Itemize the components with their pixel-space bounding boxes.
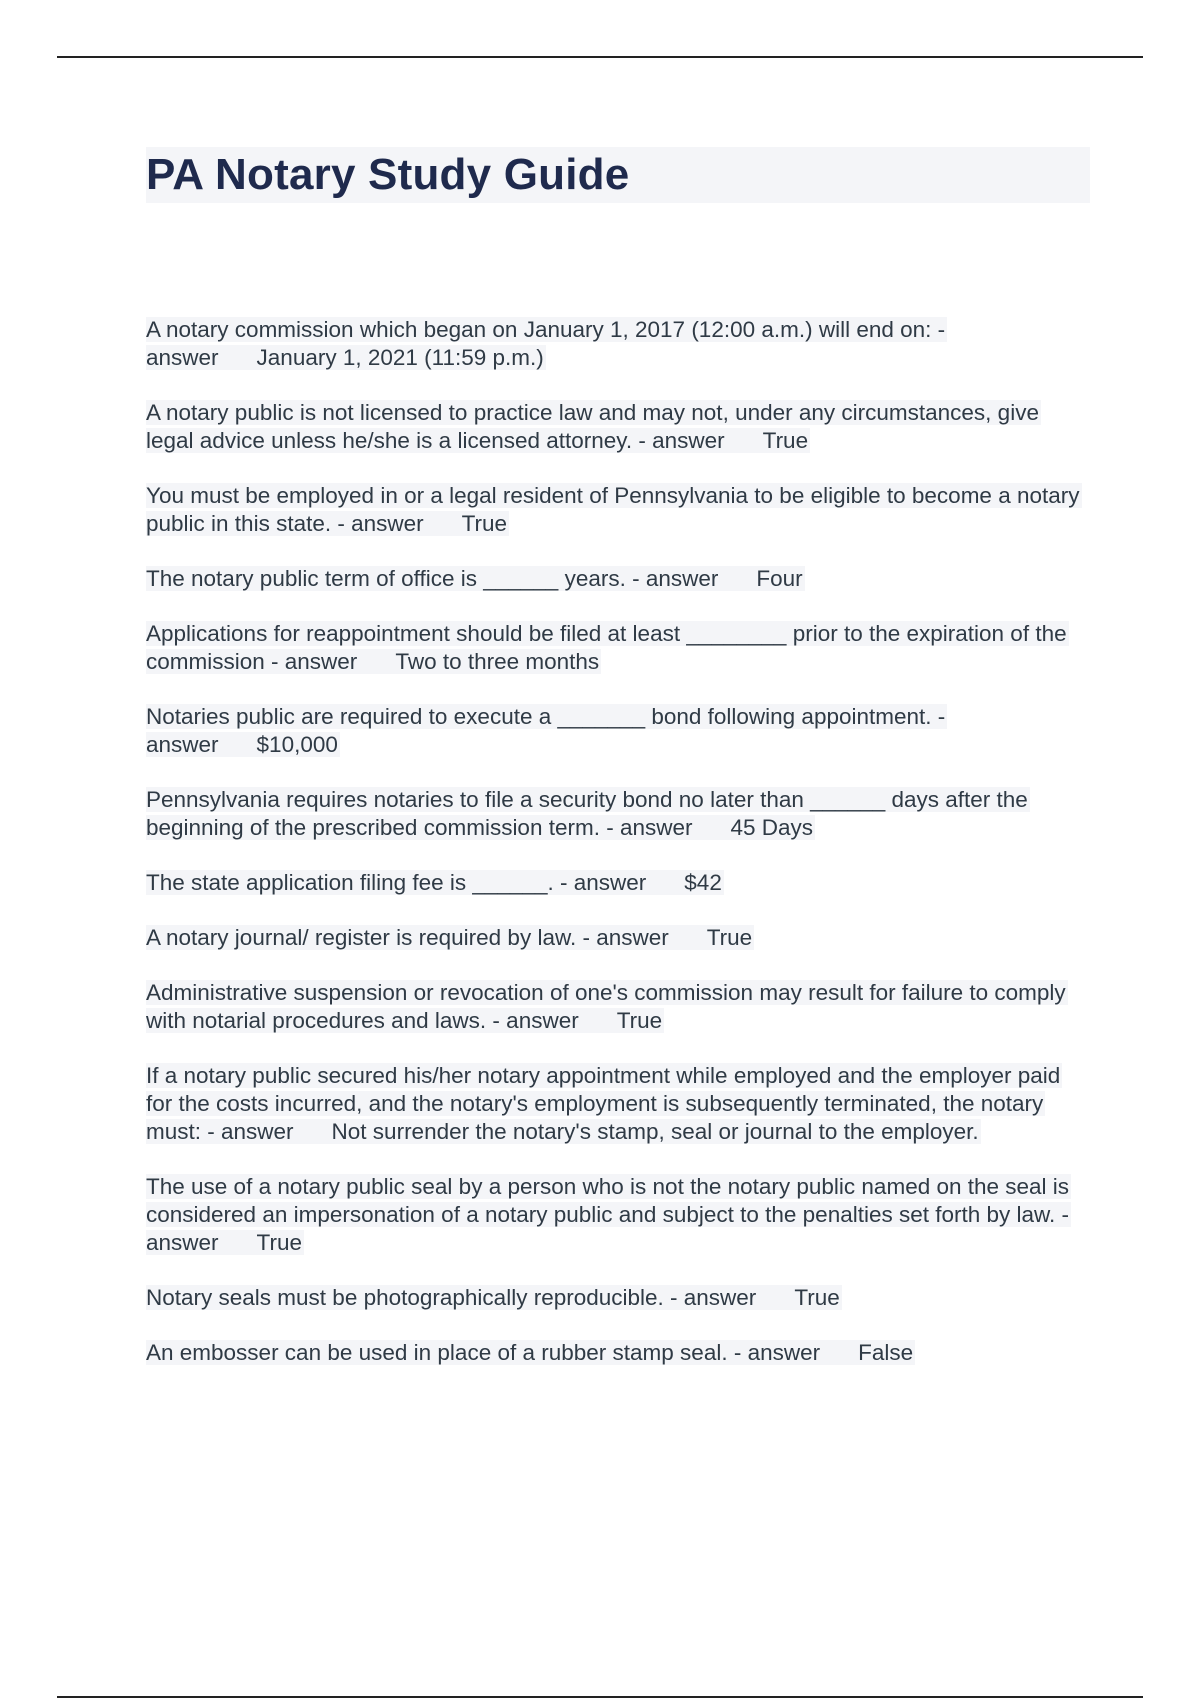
answer-text: Two to three months	[395, 649, 600, 674]
answer-text: $10,000	[256, 732, 338, 757]
qa-item-3	[146, 482, 1090, 538]
title-band	[146, 147, 1090, 203]
answer-text: True	[706, 925, 753, 950]
question-text: An embosser can be used in place of a rubber stamp seal. - answer	[146, 1340, 821, 1365]
qa-item-10	[146, 979, 1090, 1035]
qa-item-2	[146, 399, 1090, 455]
answer-text: True	[256, 1230, 302, 1255]
answer-text: Four	[756, 566, 803, 591]
qa-item-6	[146, 703, 1090, 759]
question-text: Notaries public are required to execute a _______ bond following appointment. - answer	[146, 704, 946, 757]
qa-item-11	[146, 1062, 1090, 1146]
qa-item-4	[146, 565, 1090, 593]
qa-item-12	[146, 1173, 1090, 1257]
answer-text: $42	[684, 870, 722, 895]
question-text: A notary journal/ register is required by law. - answer	[146, 925, 669, 950]
answer-text: Not surrender the notary's stamp, seal or journal to the employer.	[331, 1119, 979, 1144]
question-text: You must be employed in or a legal resident of Pennsylvania to be eligible to become a notary public in this state. - answer	[146, 483, 1080, 536]
question-text: If a notary public secured his/her notary appointment while employed and the employer paid for the costs incurred, and the notary's employment is subsequently terminated, the notary must: - answer	[146, 1063, 1061, 1144]
bottom-page-rule	[57, 1696, 1143, 1698]
question-text: The notary public term of office is ______ years. - answer	[146, 566, 719, 591]
qa-item-13	[146, 1284, 1090, 1312]
question-text: Applications for reappointment should be filed at least ________ prior to the expiration of the commission - answer	[146, 621, 1067, 674]
answer-text: January 1, 2021 (11:59 p.m.)	[256, 345, 544, 370]
question-text: The use of a notary public seal by a person who is not the notary public named on the seal is considered an impersonation of a notary public and subject to the penalties set forth by law. - answer	[146, 1174, 1070, 1255]
question-text: Notary seals must be photographically reproducible. - answer	[146, 1285, 757, 1310]
qa-item-5	[146, 620, 1090, 676]
question-text: The state application filing fee is ______. - answer	[146, 870, 647, 895]
qa-item-1	[146, 316, 1090, 372]
answer-text: 45 Days	[730, 815, 814, 840]
top-page-rule	[57, 56, 1143, 58]
answer-text: True	[794, 1285, 840, 1310]
answer-text: False	[858, 1340, 914, 1365]
document-title: PA Notary Study Guide	[146, 150, 630, 199]
answer-text: True	[461, 511, 508, 536]
document-body	[146, 147, 1090, 1394]
qa-item-7	[146, 786, 1090, 842]
qa-list	[146, 316, 1090, 1367]
question-text: A notary public is not licensed to practice law and may not, under any circumstances, give legal advice unless he/she is a licensed attorney. - answer	[146, 400, 1039, 453]
qa-item-14	[146, 1339, 1090, 1367]
question-text: Administrative suspension or revocation of one's commission may result for failure to comply with notarial procedures and laws. - answer	[146, 980, 1066, 1033]
qa-item-8	[146, 869, 1090, 897]
question-text: A notary commission which began on January 1, 2017 (12:00 a.m.) will end on: - answer	[146, 317, 946, 370]
question-text: Pennsylvania requires notaries to file a security bond no later than ______ days after the beginning of the prescribed commission term. - answer	[146, 787, 1028, 840]
answer-text: True	[616, 1008, 663, 1033]
answer-text: True	[762, 428, 809, 453]
qa-item-9	[146, 924, 1090, 952]
